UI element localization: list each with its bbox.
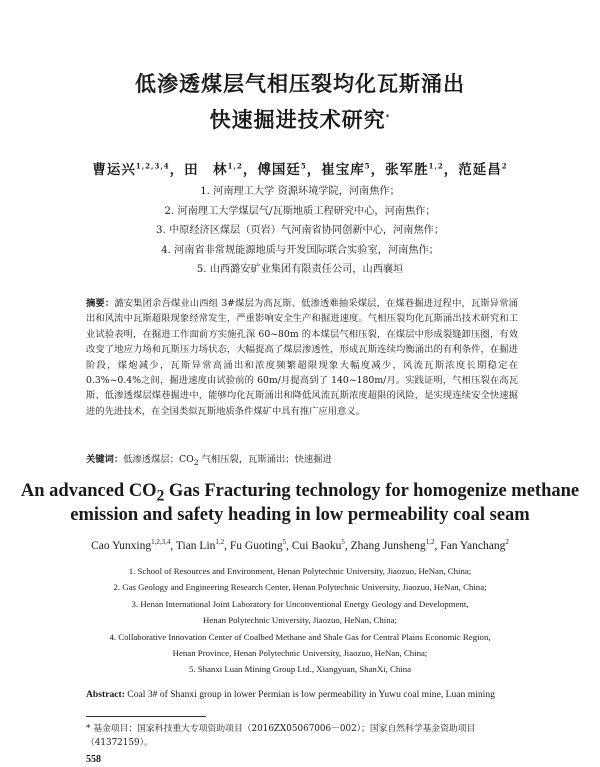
cn-author-affiliation-mark: 5 [300, 161, 307, 171]
en-author-affiliation-mark: 5 [341, 538, 345, 547]
affiliation-line: 2. Gas Geology and Engineering Research Center, Henan Polytechnic University, Jiaozuo, HeNan, China; [113, 582, 487, 593]
cn-author-name: 范延昌 [458, 162, 502, 178]
affiliation-line: 2. 河南理工大学煤层气/瓦斯地质工程研究中心，河南焦作； [164, 205, 436, 217]
english-abstract-text: Coal 3# of Shanxi group in lower Permian is low permeability in Yuwu coal mine, Luan mining [124, 689, 495, 700]
chinese-affiliations [0, 182, 600, 280]
en-author-affiliation-mark: 1,2 [215, 538, 225, 547]
en-author-name: Fu Guoting [229, 540, 283, 552]
en-author-separator: , [170, 540, 176, 552]
cn-author-separator: ， [306, 162, 322, 178]
abstract-text: 潞安集团余吾煤业山西组 3#煤层为高瓦斯、低渗透难抽采煤层，在煤巷掘进过程中，瓦斯异常涌出和风流中瓦斯超限现象经常发生，严重影响安全生产和掘进速度。气相压裂均化瓦斯涌出技术研究和工业试验表明，在掘进工作面前方实施孔深 60~80m 的本煤层气相压裂，在煤层中形成裂缝卸压圈，有效改变了地应力场和瓦斯压力场状态，大幅提高了煤层渗透性，形成瓦斯连续均衡涌出的有利条件，在掘进阶段，煤炮减少，瓦斯异常高涌出和浓度频繁超限现象大幅度减少，风流瓦斯浓度长期稳定在 0.3%~0.4%之间，掘进速度由试验前的 60m/月提高到了 140~180m/月。实践证明，气相压裂在高瓦斯、低渗透煤层煤巷掘进中，能够均化瓦斯涌出和降低风流瓦斯浓度超限的风险，是实现连续安全快速掘进的先进技术，在全国类似瓦斯地质条件煤矿中具有推广应用意义。 [86, 298, 518, 417]
cn-author-affiliation-mark: 5 [364, 161, 371, 171]
affiliation-line: Henan Polytechnic University, Jiaozuo, HeNan, China; [203, 615, 397, 626]
cn-author-separator: ， [370, 162, 386, 178]
affiliation-line: 4. 河南省非常规能源地质与开发国际联合实验室，河南焦作； [161, 244, 439, 256]
en-author-name: Zhang Junsheng [350, 540, 426, 552]
affiliation-line: Henan Province, Henan Polytechnic University, Jiaozuo, HeNan, China; [172, 648, 428, 659]
affiliation-line: 1. School of Resources and Environment, Henan Polytechnic University, Jiaozuo, HeNan, China; [128, 566, 472, 576]
affiliation-line: 1. 河南理工大学 资源环境学院，河南焦作； [200, 186, 400, 197]
cn-author-affiliation-mark: 1,2 [428, 161, 444, 171]
chinese-author-list [0, 158, 600, 178]
en-author-separator: , [286, 540, 292, 552]
en-author-name: Cao Yunxing [91, 540, 152, 552]
en-author-name: Tian Lin [175, 540, 216, 552]
en-author-affiliation-mark: 2 [505, 538, 509, 547]
en-author-separator: , [344, 540, 351, 552]
cn-author-name: 田 林 [184, 162, 228, 178]
en-author-separator: , [434, 540, 441, 552]
page-number: 558 [86, 754, 101, 765]
title-footnote-mark: * [385, 113, 391, 121]
english-abstract [86, 689, 518, 700]
affiliation-line: 3. Henan International Joint Laboratory for Unconventional Energy Geology and Development, [131, 598, 469, 609]
cn-author-affiliation-mark: 1,2,3,4 [135, 161, 170, 171]
affiliation-line: 5. Shanxi Luan Mining Group Ltd., Xiangyuan, ShanXi, China [188, 664, 412, 675]
cn-author-name: 张军胜 [385, 162, 429, 178]
cn-author-separator: ， [169, 162, 185, 178]
cn-author-name: 崔宝库 [321, 162, 365, 178]
english-abstract-label: Abstract: [86, 689, 125, 700]
chinese-title-line-2: 快速掘进技术研究* [209, 108, 391, 132]
affiliation-line: 4. Collaborative Innovation Center of Coalbed Methane and Shale Gas for Central Plains Economic Region, [109, 631, 491, 642]
chinese-keywords: 关键词：低渗透煤层；$CO_2$ 气相压裂，瓦斯涌出；快速掘进 [86, 454, 332, 467]
chinese-abstract [86, 296, 518, 419]
english-title-line-2: emission and safety heading in low permeability coal seam [70, 505, 530, 525]
footnote-divider [86, 716, 206, 717]
abstract-label: 摘要： [86, 298, 115, 309]
affiliation-line: 5. 山西潞安矿业集团有限责任公司，山西襄垣 [196, 264, 404, 275]
chinese-title-line-1: 低渗透煤层气相压裂均化瓦斯涌出 [135, 72, 465, 96]
funding-footnote: * 基金项目：国家科技重大专项资助项目（2016ZX05067006－002）；国家自然科学基金资助项目 （41372159）。 [86, 724, 476, 748]
affiliation-line: 3. 中原经济区煤层（页岩）气河南省协同创新中心，河南焦作； [155, 225, 445, 236]
en-author-affiliation-mark: 5 [282, 538, 287, 547]
cn-author-name: 曹运兴 [92, 162, 136, 178]
keywords-label: 关键词： [86, 454, 124, 465]
cn-author-separator: ， [443, 162, 459, 178]
en-author-separator: , [224, 540, 230, 552]
cn-author-affiliation-mark: 2 [501, 161, 508, 171]
en-author-affiliation-mark: 1,2 [425, 538, 435, 547]
english-author-list [0, 540, 600, 552]
en-author-name: Cui Baoku [291, 540, 342, 552]
cn-author-separator: ， [242, 162, 258, 178]
en-author-affiliation-mark: 1,2,3,4 [151, 538, 171, 547]
cn-author-name: 傅国廷 [257, 162, 301, 178]
english-title-line-1: An advanced $CO_2$ Gas Fracturing technology for homogenize methane [20, 481, 580, 505]
en-author-name: Fan Yanchang [440, 540, 506, 552]
english-affiliations [0, 563, 600, 678]
cn-author-affiliation-mark: 1,2 [227, 161, 243, 171]
